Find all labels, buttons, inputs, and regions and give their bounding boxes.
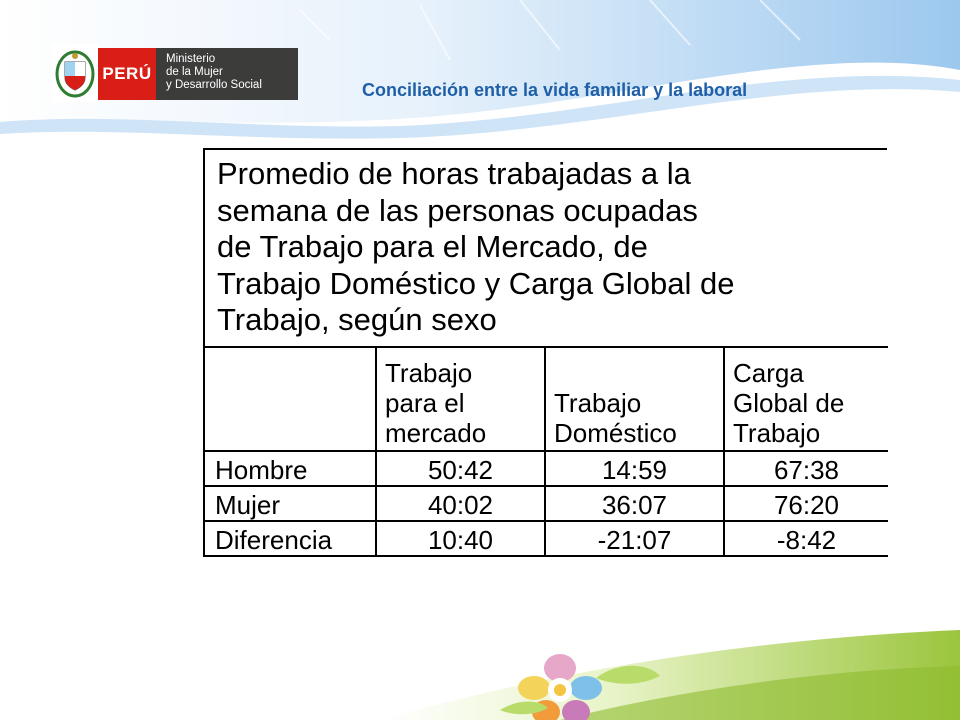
ministry-name [156,48,298,100]
table-cell: 50:42 [376,451,545,486]
table-cell: -21:07 [545,521,724,556]
coat-of-arms-icon [52,44,98,102]
hours-table [203,346,888,557]
table-cell: 76:20 [724,486,888,521]
table-cell: 40:02 [376,486,545,521]
table-cell: -8:42 [724,521,888,556]
table-title-line: de Trabajo para el Mercado, de [217,229,648,264]
table-header-row [204,347,888,451]
table-title [203,148,887,346]
table-cell: 10:40 [376,521,545,556]
column-header-line: Carga [733,358,804,388]
ministry-line: Ministerio [166,53,216,65]
table-title-line: semana de las personas ocupadas [217,192,698,228]
ministry-line: y Desarrollo Social [166,79,262,91]
table-cell: 36:07 [545,486,724,521]
column-header-line: Trabajo [733,418,821,448]
column-header-line: Trabajo [554,388,642,418]
column-header-line: mercado [385,418,487,448]
ministry-logo [52,44,302,102]
column-header-line: Global de [733,388,845,418]
row-label: Mujer [204,486,376,521]
column-header-line: Trabajo [385,358,473,388]
column-header-market-work [376,347,545,451]
column-header-global-load [724,347,888,451]
column-header-domestic-work [545,347,724,451]
brand-peru: PERÚ [98,48,156,100]
table-header-empty [204,347,376,451]
table-row-hombre [204,451,888,486]
table-title-line: Promedio de horas trabajadas a la [217,156,691,191]
footer-decoration [0,620,960,720]
slide-subtitle: Conciliación entre la vida familiar y la laboral [362,80,748,100]
row-label: Hombre [204,451,376,486]
table-title-line: Trabajo, según sexo [217,302,497,337]
column-header-line: Doméstico [554,418,677,448]
table-row-mujer [204,486,888,521]
ministry-line: de la Mujer [166,66,223,78]
row-label: Diferencia [204,521,376,556]
table-title-line: Trabajo Doméstico y Carga Global de [217,265,735,301]
column-header-line: para el [385,388,465,418]
table-cell: 67:38 [724,451,888,486]
table-row-diferencia [204,521,888,556]
table-cell: 14:59 [545,451,724,486]
